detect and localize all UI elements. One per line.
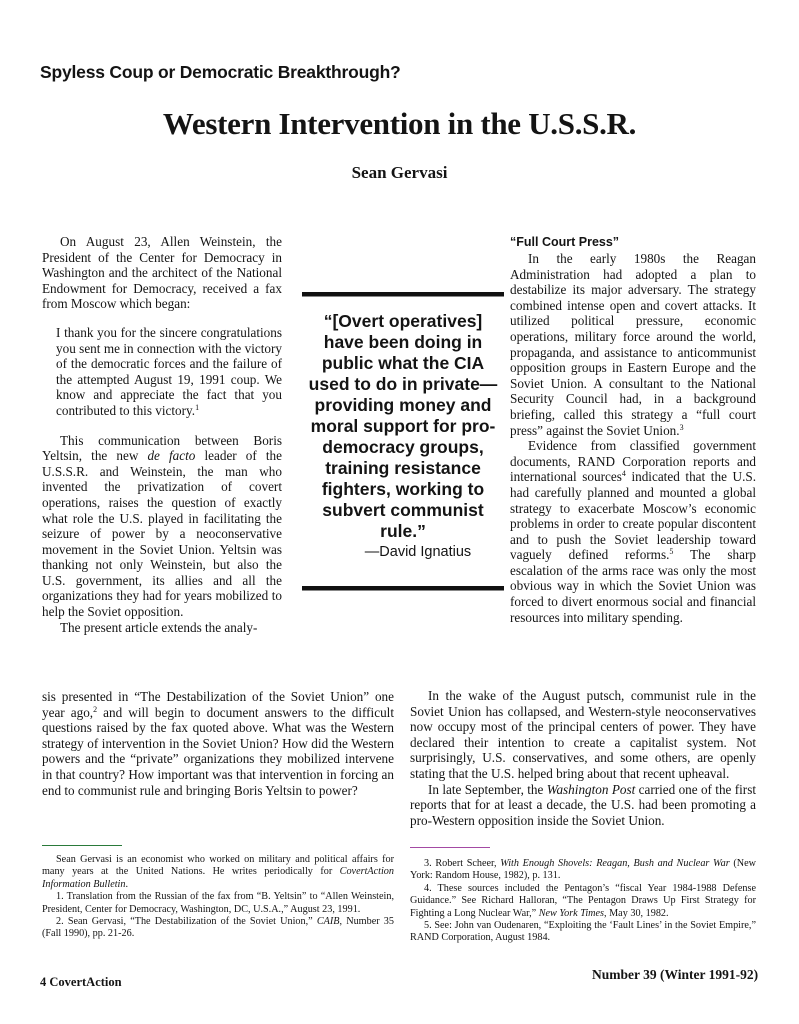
footnote [410, 920, 756, 945]
text: carried one of the first reports that for at least a decade, the U.S. had been promoting a pro-Western opposition inside the Soviet Union. [410, 781, 756, 828]
paragraph [510, 251, 756, 438]
italic-text: New York Times [538, 907, 605, 919]
pull-quote-bottom-rule [302, 586, 504, 591]
text: 5. See: John van Oudenaren, “Exploiting the ‘Fault Lines’ in the Soviet Empire,” [424, 920, 756, 932]
footnote-ref: 3 [679, 422, 684, 432]
text: , Number 35 (Fall 1990), pp. 21-26. [42, 916, 394, 940]
italic-text: With Enough Shovels: Reagan, Bush and Nuclear War [500, 858, 730, 869]
text: , May 30, 1982. [604, 907, 669, 919]
section-kicker: Spyless Coup or Democratic Breakthrough? [40, 62, 401, 82]
page-footer-right: Number 39 (Winter 1991-92) [592, 967, 759, 982]
footnote-ref: 4 [621, 469, 626, 479]
text: Evidence from classified government documents, [510, 438, 756, 469]
wide-right-text [410, 688, 756, 828]
footnote-ref: 2 [93, 704, 98, 714]
text: . [125, 878, 129, 890]
small-caps-text: RAND [410, 932, 439, 944]
small-caps-text: RAND [577, 453, 616, 469]
text: indicated that the U.S. had carefully planned and mounted a global strategy to exacerbate Moscow’s economic problems in order to create popular discontent and to push the Soviet leadership toward vaguely defined reforms. [510, 469, 756, 563]
text: The sharp escalation of the arms race was only the most obvious way in which the Soviet Union was forced to divert enormous social and financial resources into military spending. [510, 547, 756, 625]
footnote-ref: 1 [195, 402, 200, 412]
paragraph: The present article extends the analy- [60, 619, 258, 635]
block-quote [56, 325, 282, 419]
paragraph: In the wake of the August putsch, communist rule in the Soviet Union has collapsed, and Western-style neoconservatives now occupy most of the principal centers of power. They have declared their intention to create a capitalist system. Not surprisingly, U.S. conservatives, and some others, are openly stating that the U.S. helped bring about that recent upheaval. [410, 688, 756, 781]
left-column [42, 234, 282, 635]
text: In late September, the [428, 781, 547, 797]
paragraph: On August 23, Allen Weinstein, the President of the Center for Democracy in Washington and the architect of the National Endowment for Democracy, received a fax from Moscow which began: [42, 234, 282, 312]
article-title: Western Intervention in the U.S.S.R. [162, 106, 637, 141]
text: Corporation, August 1984. [438, 932, 551, 944]
pull-quote-attribution: —David Ignatius [364, 544, 472, 560]
text: sis presented in “The Destabilization of the Soviet Union” one year ago, [42, 689, 394, 720]
pull-quote [302, 292, 504, 591]
footnotes-left [42, 845, 394, 941]
paragraph [410, 782, 756, 829]
footnote: 1. Translation from the Russian of the fax from “B. Yeltsin” to “Allen Weinstein, President, Center for Democracy, Washington, DC, U.S.A.,” August 23, 1991. [42, 891, 394, 915]
italic-text: CovertAction Information Bulletin [42, 866, 394, 890]
page-footer-left: 4 CovertAction [40, 975, 122, 989]
italic-text: de facto [147, 448, 196, 464]
text: Sean Gervasi is an economist who worked on military and political affairs for many years at the United Nations. He writes periodically for [42, 854, 394, 878]
paragraph [510, 438, 756, 625]
text: (New York: Random House, 1982), p. 131. [410, 858, 756, 882]
section-subhead: “Full Court Press” [510, 235, 620, 249]
footnotes-right [410, 847, 756, 945]
author-bio [42, 854, 394, 891]
text: 3. Robert Scheer, [424, 858, 501, 869]
wide-left-text [42, 689, 394, 798]
pull-quote-text: “[Overt operatives] have been doing in public what the CIA used to do in private—providing money and moral support for pro-democracy groups, training resistance fighters, working to subvert communist rule.” [308, 311, 498, 541]
italic-text: CAIB [316, 916, 340, 928]
text: This communication between Boris Yeltsin, the new [42, 432, 282, 464]
footnote-ref: 5 [669, 547, 674, 557]
text: 4. These sources included the Pentagon’s “fiscal Year 1984-1988 Defense Guidance.” See Richard Halloran, “The Pentagon Draws Up First Strategy for Fighting a Long Nuclear War,” [410, 882, 756, 919]
right-column [510, 235, 756, 625]
block-quote-text: I thank you for the sincere congratulations you sent me in connection with the victory of the democratic forces and the failure of the attempted August 19, 1991 coup. We know and appreciate the fact that you contributed to this victory. [56, 324, 282, 418]
text: and will begin to document answers to the difficult questions raised by the fax quoted above. What was the Western strategy of intervention in the Soviet Union? How did the Western powers and the “private” organizations they mobilized intervene in that country? How important was that intervention in forcing an end to communist rule and bringing Boris Yeltsin to power? [42, 704, 394, 798]
paragraph [42, 433, 282, 620]
pull-quote-top-rule [302, 292, 504, 297]
italic-text: Washington Post [546, 781, 636, 797]
text: Corporation reports and international sources [510, 453, 757, 485]
text: leader of the U.S.S.R. and Weinstein, the man who invented the privatization of covert operations, raises the question of exactly what role the U.S. played in facilitating the seizure of power by a neoconservative movement in the Soviet Union. Yeltsin was thanking not only Weinstein, but also the U.S. government, its allies and all the organizations they had for years mobilized to help the Soviet opposition. [42, 448, 282, 620]
footnote [410, 858, 756, 883]
text: 2. Sean Gervasi, “The Destabilization of the Soviet Union,” [56, 916, 317, 928]
text: In the early 1980s the Reagan Administration had adopted a plan to destabilize its major adversary. The strategy combined intense open and covert attacks. It utilized political pressure, economic operations, military force around the world, propaganda, and assistance to anticommunist opposition groups in Eastern Europe and the Soviet Union. A consultant to the National Security Council had, in a background briefing, called this strategy a “full court press” against the Soviet Union. [510, 251, 756, 438]
paragraph [42, 689, 394, 798]
author-byline: Sean Gervasi [351, 163, 448, 182]
footnote [410, 883, 756, 920]
footnote [42, 916, 394, 941]
